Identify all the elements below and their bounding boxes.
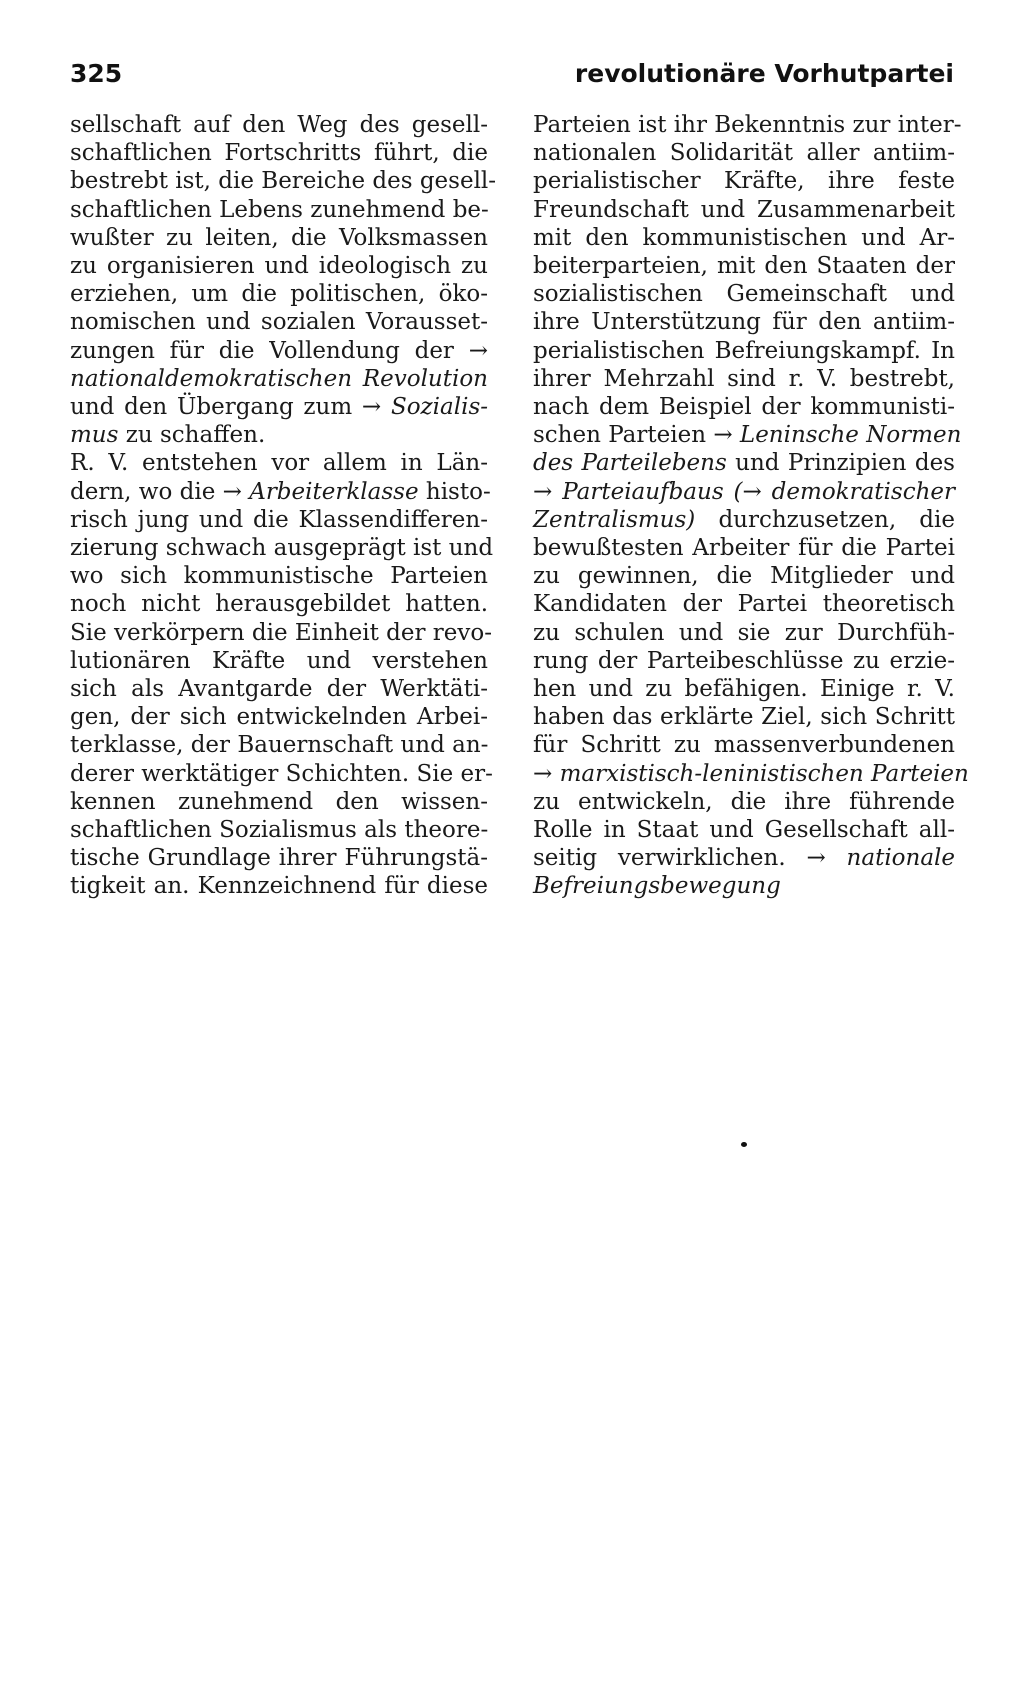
text-fragment: histo-: [418, 478, 491, 505]
text-line: Freundschaft und Zusammenarbeit: [533, 196, 955, 223]
text-line: [70, 393, 488, 421]
running-head: revolutionäre Vorhutpartei: [574, 59, 954, 88]
cross-reference: Befreiungsbewegung: [533, 873, 781, 900]
text-line: perialistischer Kräfte, ihre feste: [533, 168, 955, 195]
text-line: [533, 449, 955, 477]
text-line: rung der Parteibeschlüsse zu erzie-: [533, 647, 955, 674]
cross-reference: Sozialis-: [390, 394, 489, 421]
text-line: zu schulen und sie zur Durchfüh-: [533, 619, 955, 646]
text-line: R. V. entstehen vor allem in Län-: [70, 450, 488, 477]
text-line: [533, 478, 955, 506]
page-number: 325: [70, 59, 123, 88]
text-line: [70, 365, 488, 393]
text-line: derer werktätiger Schichten. Sie er-: [70, 760, 493, 787]
text-line: [70, 478, 491, 506]
text-line: haben das erklärte Ziel, sich Schritt: [533, 704, 955, 731]
text-column-left: [70, 111, 497, 901]
text-line: ihre Unterstützung für den antiim-: [533, 309, 955, 336]
text-line: perialistischen Befreiungskampf. In: [533, 337, 955, 364]
text-line: sich als Avantgarde der Werktäti-: [70, 676, 488, 703]
text-line: ihrer Mehrzahl sind r. V. bestrebt,: [533, 365, 955, 392]
cross-reference: Zentralismus): [533, 506, 696, 533]
cross-reference: nationale: [846, 845, 956, 872]
text-line: bestrebt ist, die Bereiche des gesell-: [70, 168, 497, 195]
text-line: [533, 760, 969, 788]
text-line: bewußtesten Arbeiter für die Partei: [533, 535, 955, 562]
text-line: [533, 421, 962, 449]
text-line: schaftlichen Sozialismus als theore-: [70, 817, 489, 844]
cross-reference: marxistisch-leninistischen Parteien: [559, 760, 969, 787]
text-line: Parteien ist ihr Bekenntnis zur inter-: [533, 112, 962, 138]
text-line: tische Grundlage ihrer Führungstä-: [70, 845, 488, 872]
text-line: wußter zu leiten, die Volksmassen: [70, 224, 488, 251]
text-line: schaftlichen Fortschritts führt, die: [70, 140, 488, 167]
text-line: [70, 421, 488, 449]
text-line: nationalen Solidarität aller antiim-: [533, 140, 955, 167]
text-line: tigkeit an. Kennzeichnend für diese: [70, 873, 488, 900]
text-line: zierung schwach ausgeprägt ist und: [70, 535, 494, 562]
text-line: risch jung und die Klassendifferen-: [70, 506, 488, 533]
cross-reference: Arbeiterklasse: [249, 478, 419, 505]
text-line: erziehen, um die politischen, öko-: [70, 281, 488, 308]
text-line: [533, 872, 955, 900]
text-line: mit den kommunistischen und Ar-: [533, 224, 955, 251]
text-line: zu organisieren und ideologisch zu: [70, 253, 488, 280]
text-line: beiterparteien, mit den Staaten der: [533, 253, 955, 280]
text-line: zungen für die Vollendung der →: [70, 337, 488, 364]
text-line: Sie verkörpern die Einheit der revo-: [70, 619, 493, 646]
text-fragment: →: [533, 760, 553, 787]
cross-reference: Parteiaufbaus (→ demokratischer: [562, 478, 956, 505]
cross-reference: Revolution: [362, 365, 488, 392]
text-fragment: und Prinzipien des: [726, 450, 955, 477]
text-line: Rolle in Staat und Gesellschaft all-: [533, 817, 955, 844]
text-line: [533, 844, 955, 872]
text-fragment: →: [533, 478, 553, 505]
text-line: schaftlichen Lebens zunehmend be-: [70, 196, 489, 223]
text-line: noch nicht herausgebildet hatten.: [70, 591, 488, 618]
cross-reference: nationaldemokratischen: [70, 365, 353, 392]
cross-reference: des Parteilebens: [533, 450, 727, 477]
cross-reference: Leninsche Normen: [739, 422, 962, 449]
text-line: [533, 506, 955, 534]
text-fragment: seitig verwirklichen. →: [533, 845, 826, 872]
text-fragment: dern, wo die →: [70, 478, 242, 505]
text-line: gen, der sich entwickelnden Arbei-: [70, 704, 488, 731]
text-line: sellschaft auf den Weg des gesell-: [70, 112, 488, 138]
text-line: Kandidaten der Partei theoretisch: [533, 591, 955, 618]
text-line: kennen zunehmend den wissen-: [70, 788, 488, 815]
text-line: zu entwickeln, die ihre führende: [533, 788, 955, 815]
cross-reference: mus: [70, 422, 119, 449]
text-fragment: schen Parteien →: [533, 422, 733, 449]
text-line: sozialistischen Gemeinschaft und: [533, 281, 955, 308]
text-line: hen und zu befähigen. Einige r. V.: [533, 676, 955, 703]
text-line: wo sich kommunistische Parteien: [70, 563, 488, 590]
text-line: nomischen und sozialen Vorausset-: [70, 309, 488, 336]
text-line: lutionären Kräfte und verstehen: [70, 647, 488, 674]
text-fragment: zu schaffen.: [118, 422, 266, 449]
text-line: nach dem Beispiel der kommunisti-: [533, 394, 955, 421]
text-line: zu gewinnen, die Mitglieder und: [533, 563, 955, 590]
text-column-right: [533, 111, 969, 901]
text-fragment: durchzusetzen, die: [695, 506, 955, 533]
text-line: für Schritt zu massenverbundenen: [533, 732, 955, 759]
text-fragment: und den Übergang zum →: [70, 394, 382, 421]
print-speck: [741, 1142, 747, 1147]
text-line: terklasse, der Bauernschaft und an-: [70, 732, 489, 759]
